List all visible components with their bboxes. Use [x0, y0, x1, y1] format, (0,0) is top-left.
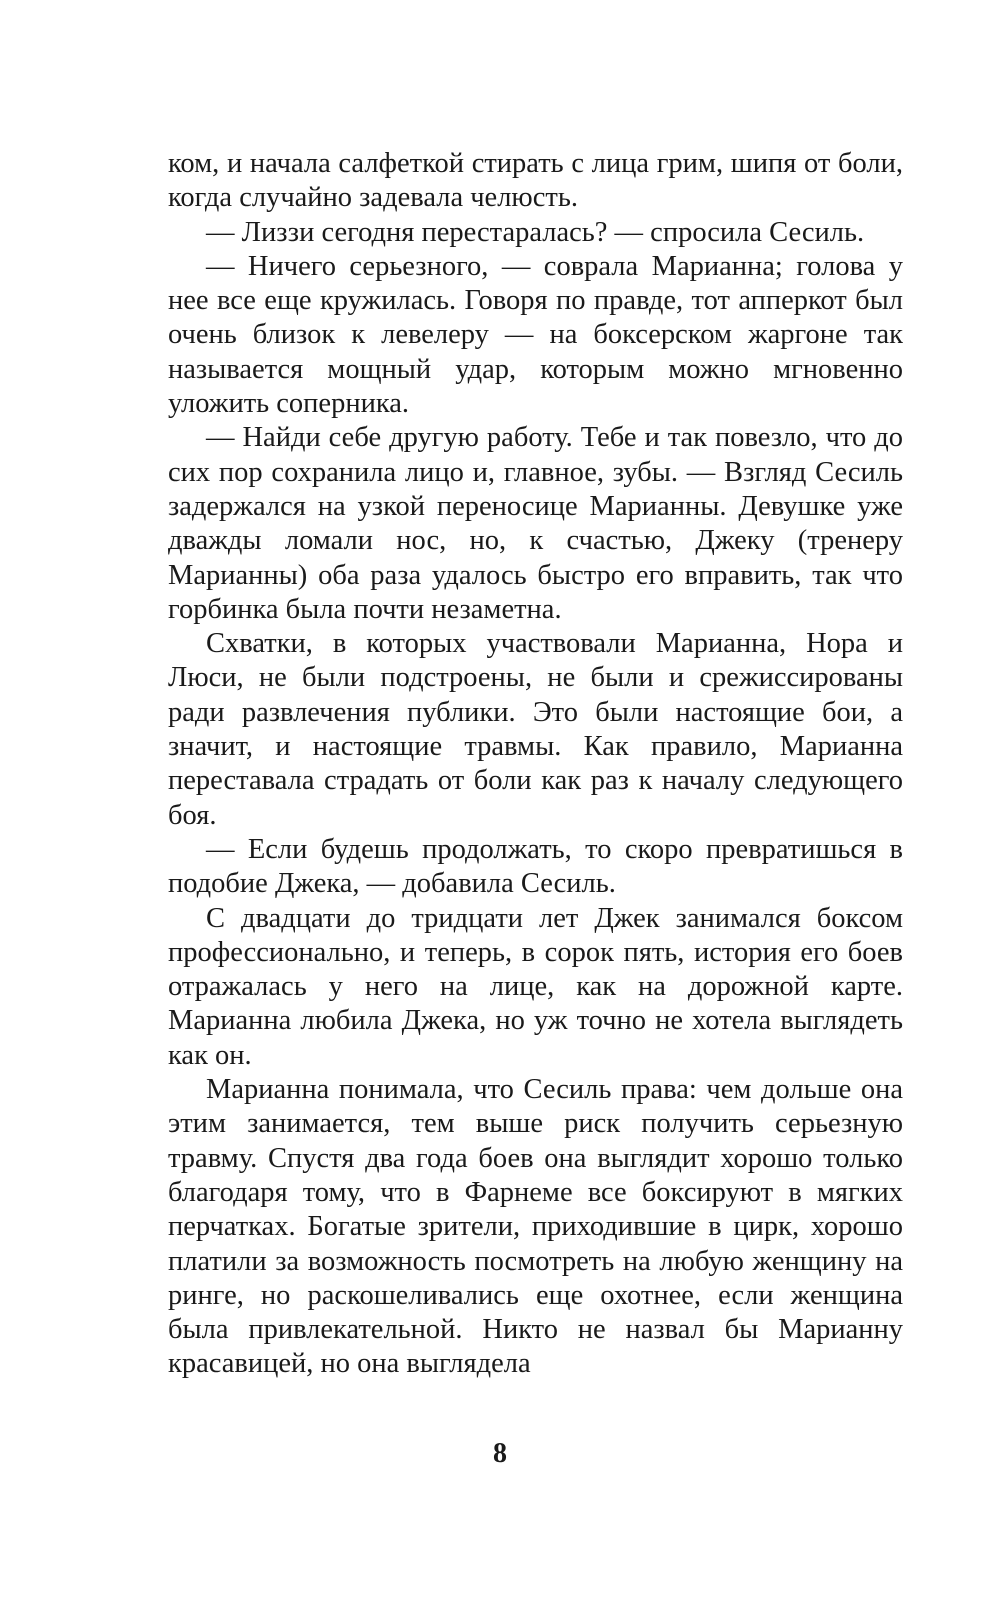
page-number: 8 [493, 1438, 507, 1469]
paragraph-2: — Лиззи сегодня перестаралась? — спросила Сесиль. [206, 216, 865, 248]
paragraph-1: ком, и начала салфеткой стирать с лица грим, шипя от боли, когда случайно задевала челюсть. [168, 148, 903, 214]
paragraph-7: С двадцати до тридцати лет Джек занимался боксом профессионально, и теперь, в сорок пять, история его боев отражалась у него на лице, как на дорожной карте. Марианна любила Джека, но уж точно не хотела выглядеть как он. [168, 902, 903, 1071]
paragraph-4: — Найди себе другую работу. Тебе и так повезло, что до сих пор сохранила лицо и, главное, зубы. — Взгляд Сесиль задержался на узкой переносице Марианны. Девушке уже дважды ломали нос, но, к счастью, Джеку (тренеру Марианны) оба раза удалось быстро его вправить, так что горбинка была почти незаметна. [168, 422, 903, 625]
body-text [168, 147, 903, 1382]
paragraph-3: — Ничего серьезного, — соврала Марианна; голова у нее все еще кружилась. Говоря по правде, тот апперкот был очень близок к левелеру — на боксерском жаргоне так называется мощный удар, которым можно мгновенно уложить соперника. [168, 250, 903, 420]
paragraph-5: Схватки, в которых участвовали Марианна, Нора и Люси, не были подстроены, не были и срежиссированы ради развлечения публики. Это были настоящие бои, а значит, и настоящие травмы. Как правило, Марианна переставала страдать от боли как раз к началу следующего боя. [168, 628, 903, 831]
paragraph-8: Марианна понимала, что Сесиль права: чем дольше она этим занимается, тем выше риск получить серьезную травму. Спустя два года боев она выглядит хорошо только благодаря тому, что в Фарнеме все боксируют в мягких перчатках. Богатые зрители, приходившие в цирк, хорошо платили за возможность посмотреть на любую женщину на ринге, но раскошеливались еще охотнее, если женщина была привлекательной. Никто не назвал бы Марианну красавицей, но она выглядела [168, 1074, 903, 1380]
paragraph-6: — Если будешь продолжать, то скоро превратишься в подобие Джека, — добавила Сесиль. [168, 833, 903, 900]
